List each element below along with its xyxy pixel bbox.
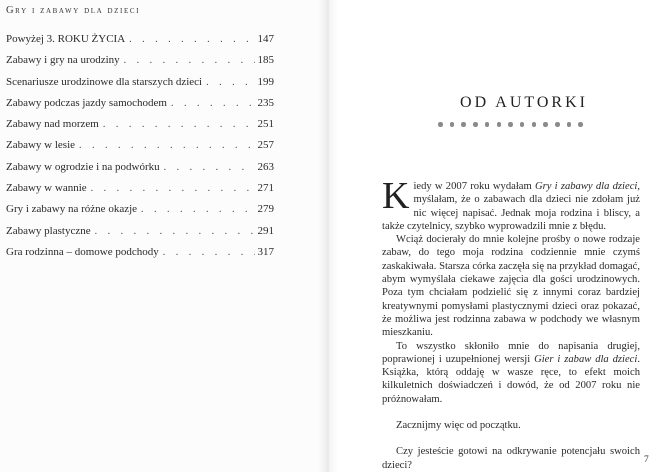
toc-entry (6, 203, 274, 224)
toc-entry-title: Gra rodzinna – domowe podchody (6, 245, 159, 258)
toc-entry-title: Scenariusze urodzinowe dla starszych dzieci (6, 75, 203, 88)
toc-entry (6, 246, 274, 267)
dot-leader (95, 226, 255, 237)
dot-leader (103, 119, 255, 130)
toc-entry (6, 139, 274, 160)
toc-entry-page: 263 (257, 160, 274, 173)
toc-entry-page: 291 (257, 224, 274, 237)
toc-entry (6, 54, 274, 75)
toc-entry-title: Gry i zabawy na różne okazje (6, 203, 138, 216)
toc-entry-page: 257 (257, 139, 274, 152)
toc-entry-page: 271 (257, 182, 274, 195)
paragraph-4: Zacznijmy więc od początku. (396, 420, 521, 432)
book-title: Gier i zabaw dla dzieci (534, 353, 638, 365)
toc-entry-title: Powyżej 3. ROKU ŻYCIA (6, 33, 126, 45)
toc-entry-title: Zabawy podczas jazdy samochodem (6, 96, 167, 109)
paragraph-text: To wszystko skłoniło mnie do napisania drugiej, poprawionej i uzupełnionej wersji (382, 340, 640, 365)
toc-entry-title: Zabawy plastyczne (6, 224, 91, 237)
dot-leader (141, 204, 254, 215)
table-of-contents (6, 33, 274, 267)
page-gutter-shadow (318, 0, 338, 472)
toc-entry-title: Zabawy w wannie (6, 182, 87, 195)
paragraph-text: , myślałam, że o zabawach dla dzieci nie zdołam już nic więcej napisać. Jednak moja rodzina i bliscy, a także czytelnicy, szybko wyprowadzili mnie z błędu. (382, 181, 640, 232)
toc-entry (6, 182, 274, 203)
dot-leader (129, 34, 254, 45)
toc-entry-page: 147 (257, 33, 274, 45)
paragraph-3 (382, 340, 640, 406)
drop-cap: K (382, 175, 410, 217)
paragraph-2: Wciąż docierały do mnie kolejne prośby o nowe rodzaje zabaw, do tego moja rodzina codziennie mnie czymś zaskakiwała. Starsza córka zaczęła się na przykład domagać, abym wymyślała ciekawe zajęcia dla gości urodzinowych. Poza tym chciałam podzielić się z innymi coraz bardziej kreatywnymi pomysłami plastycznymi dzieci oraz pokazać, że możliwa jest rodzinna zabawa w podchody we własnym mieszkaniu. (382, 234, 640, 339)
toc-entry-page: 185 (257, 54, 274, 67)
chapter-title: OD AUTORKI (460, 94, 588, 111)
toc-entry-title: Zabawy i gry na urodziny (6, 54, 120, 67)
toc-entry-page: 235 (257, 96, 274, 109)
paragraph-text: . Książka, którą oddaję w wasze ręce, to efekt moich kilkuletnich doświadczeń i dowód, że od 2007 roku nie próżnowałam. (382, 353, 640, 405)
dot-leader (206, 77, 254, 88)
dot-leader (91, 183, 255, 194)
toc-entry-page: 251 (257, 118, 274, 131)
toc-entry (6, 33, 274, 54)
dot-leader (124, 55, 255, 66)
toc-entry-title: Zabawy nad morzem (6, 118, 99, 131)
dot-leader (171, 98, 255, 109)
toc-entry (6, 225, 274, 246)
toc-entry (6, 161, 274, 182)
ornamental-dot-row (438, 122, 588, 130)
dot-leader (164, 162, 255, 173)
dot-leader (163, 247, 255, 258)
dot-leader (79, 140, 254, 151)
toc-entry-title: Zabawy w lesie (6, 139, 76, 152)
toc-entry (6, 97, 274, 118)
running-head: Gry i zabawy dla dzieci (6, 5, 141, 16)
page-number: 7 (644, 455, 649, 465)
toc-entry (6, 118, 274, 139)
paragraph-1 (382, 175, 640, 233)
paragraph-5: Czy jesteście gotowi na odkrywanie potencjału swoich dzieci? (382, 446, 640, 471)
paragraph-text: iedy w 2007 roku wydałam (413, 181, 535, 192)
book-title: Gry i zabawy dla dzieci (534, 181, 638, 192)
toc-entry-page: 317 (257, 245, 274, 258)
toc-entry-title: Zabawy w ogrodzie i na podwórku (6, 160, 160, 173)
toc-entry (6, 76, 274, 97)
toc-entry-page: 279 (257, 203, 274, 216)
chapter-body (382, 175, 640, 472)
toc-entry-page: 199 (257, 75, 274, 88)
